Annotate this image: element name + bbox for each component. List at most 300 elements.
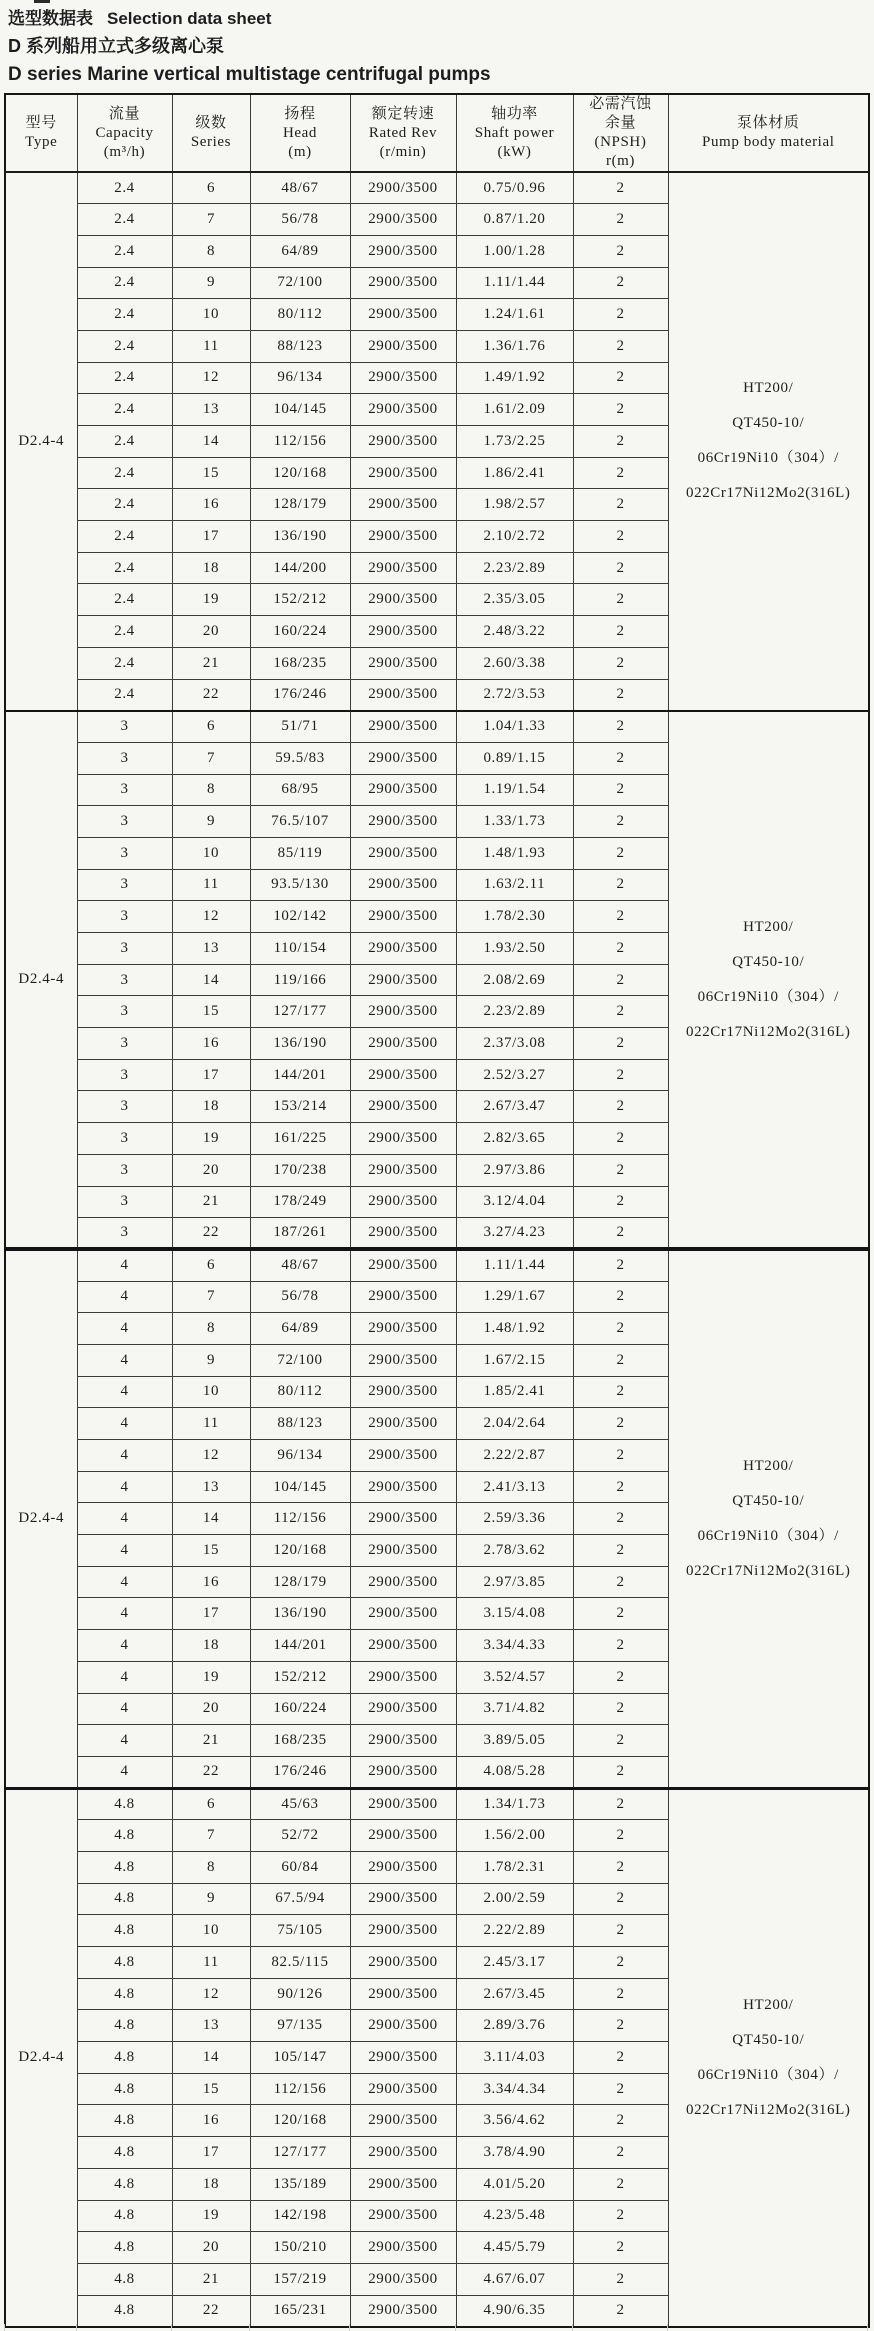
cell-shaft-power: 1.24/1.61	[456, 299, 573, 331]
cell-npsh: 2	[573, 1218, 668, 1250]
cell-capacity: 4.8	[77, 2168, 172, 2200]
cell-series: 19	[172, 2200, 250, 2232]
cell-series: 20	[172, 1154, 250, 1186]
cell-shaft-power: 1.85/2.41	[456, 1376, 573, 1408]
cell-rated-rev: 2900/3500	[350, 204, 456, 236]
sheet-title	[8, 6, 874, 32]
cell-shaft-power: 1.29/1.67	[456, 1281, 573, 1313]
cell-npsh: 2	[573, 2232, 668, 2264]
table-row	[5, 1249, 869, 1281]
cell-rated-rev: 2900/3500	[350, 1154, 456, 1186]
cell-capacity: 4	[77, 1281, 172, 1313]
cell-capacity: 4.8	[77, 1788, 172, 1820]
cell-capacity: 4	[77, 1598, 172, 1630]
cell-rated-rev: 2900/3500	[350, 2263, 456, 2295]
cell-shaft-power: 1.61/2.09	[456, 394, 573, 426]
cell-rated-rev: 2900/3500	[350, 521, 456, 553]
cell-npsh: 2	[573, 1978, 668, 2010]
cell-capacity: 3	[77, 869, 172, 901]
cell-shaft-power: 2.67/3.45	[456, 1978, 573, 2010]
cell-rated-rev: 2900/3500	[350, 964, 456, 996]
cell-npsh: 2	[573, 933, 668, 965]
cell-head: 176/246	[250, 679, 350, 711]
material-line: QT450-10/	[732, 1492, 805, 1509]
cell-rated-rev: 2900/3500	[350, 869, 456, 901]
cell-capacity: 4.8	[77, 1851, 172, 1883]
table-row	[5, 1788, 869, 1820]
cell-head: 142/198	[250, 2200, 350, 2232]
cell-capacity: 4.8	[77, 1820, 172, 1852]
cell-head: 64/89	[250, 1313, 350, 1345]
cell-head: 48/67	[250, 172, 350, 204]
cell-npsh: 2	[573, 1471, 668, 1503]
cell-head: 110/154	[250, 933, 350, 965]
cell-npsh: 2	[573, 774, 668, 806]
cell-capacity: 4.8	[77, 2137, 172, 2169]
cell-series: 14	[172, 426, 250, 458]
cell-rated-rev: 2900/3500	[350, 1661, 456, 1693]
cell-npsh: 2	[573, 837, 668, 869]
cell-capacity: 3	[77, 933, 172, 965]
cell-shaft-power: 1.67/2.15	[456, 1344, 573, 1376]
cell-npsh: 2	[573, 2042, 668, 2074]
cell-capacity: 4	[77, 1408, 172, 1440]
cell-npsh: 2	[573, 235, 668, 267]
table-header	[5, 94, 869, 172]
cell-series: 15	[172, 457, 250, 489]
cell-npsh: 2	[573, 616, 668, 648]
header-series	[172, 94, 250, 172]
cell-shaft-power: 1.19/1.54	[456, 774, 573, 806]
cell-capacity: 2.4	[77, 394, 172, 426]
cell-series: 11	[172, 330, 250, 362]
cell-rated-rev: 2900/3500	[350, 1947, 456, 1979]
cell-capacity: 3	[77, 1186, 172, 1218]
cell-capacity: 2.4	[77, 299, 172, 331]
cell-series: 13	[172, 394, 250, 426]
header-label: 流量	[108, 105, 141, 122]
header-label: r(m)	[605, 153, 636, 169]
cell-capacity: 4.8	[77, 1915, 172, 1947]
cell-series: 21	[172, 2263, 250, 2295]
cell-shaft-power: 2.23/2.89	[456, 996, 573, 1028]
header-label: Type	[25, 134, 58, 150]
cell-rated-rev: 2900/3500	[350, 1313, 456, 1345]
cell-npsh: 2	[573, 489, 668, 521]
cell-series: 21	[172, 647, 250, 679]
cell-head: 90/126	[250, 1978, 350, 2010]
cell-capacity: 2.4	[77, 204, 172, 236]
cell-shaft-power: 2.52/3.27	[456, 1059, 573, 1091]
cell-rated-rev: 2900/3500	[350, 489, 456, 521]
cell-series: 14	[172, 964, 250, 996]
cell-shaft-power: 2.41/3.13	[456, 1471, 573, 1503]
cell-head: 144/201	[250, 1059, 350, 1091]
cell-shaft-power: 2.45/3.17	[456, 1947, 573, 1979]
cell-npsh: 2	[573, 552, 668, 584]
cell-rated-rev: 2900/3500	[350, 996, 456, 1028]
cell-rated-rev: 2900/3500	[350, 235, 456, 267]
cell-series: 12	[172, 362, 250, 394]
cell-rated-rev: 2900/3500	[350, 267, 456, 299]
cell-npsh: 2	[573, 901, 668, 933]
cell-rated-rev: 2900/3500	[350, 1218, 456, 1250]
cell-rated-rev: 2900/3500	[350, 2232, 456, 2264]
cell-head: 102/142	[250, 901, 350, 933]
cell-shaft-power: 1.73/2.25	[456, 426, 573, 458]
cell-rated-rev: 2900/3500	[350, 1883, 456, 1915]
cell-shaft-power: 1.11/1.44	[456, 267, 573, 299]
cell-npsh: 2	[573, 299, 668, 331]
cell-npsh: 2	[573, 426, 668, 458]
cell-npsh: 2	[573, 521, 668, 553]
cell-rated-rev: 2900/3500	[350, 1091, 456, 1123]
cell-capacity: 4	[77, 1376, 172, 1408]
cell-head: 112/156	[250, 1503, 350, 1535]
cell-series: 21	[172, 1725, 250, 1757]
sheet-title-en: Selection data sheet	[107, 9, 272, 28]
cell-npsh: 2	[573, 1630, 668, 1662]
cell-head: 85/119	[250, 837, 350, 869]
cell-capacity: 2.4	[77, 489, 172, 521]
cell-npsh: 2	[573, 1123, 668, 1155]
cell-head: 127/177	[250, 2137, 350, 2169]
cell-rated-rev: 2900/3500	[350, 1566, 456, 1598]
cell-npsh: 2	[573, 1344, 668, 1376]
cell-shaft-power: 1.04/1.33	[456, 711, 573, 743]
cell-npsh: 2	[573, 1535, 668, 1567]
cell-head: 93.5/130	[250, 869, 350, 901]
cell-type: D2.4-4	[5, 711, 77, 1250]
cell-npsh: 2	[573, 996, 668, 1028]
cell-shaft-power: 1.86/2.41	[456, 457, 573, 489]
cell-rated-rev: 2900/3500	[350, 647, 456, 679]
material-line: 06Cr19Ni10（304）/	[697, 2066, 839, 2083]
cell-series: 6	[172, 1788, 250, 1820]
cell-shaft-power: 2.00/2.59	[456, 1883, 573, 1915]
cell-series: 17	[172, 1598, 250, 1630]
series-title-en: D series Marine vertical multistage centrifugal pumps	[8, 64, 491, 85]
cell-series: 14	[172, 1503, 250, 1535]
cell-series: 22	[172, 2295, 250, 2327]
cell-head: 136/190	[250, 521, 350, 553]
material-line: HT200/	[743, 918, 794, 935]
cell-head: 75/105	[250, 1915, 350, 1947]
cell-rated-rev: 2900/3500	[350, 1630, 456, 1662]
cell-shaft-power: 2.82/3.65	[456, 1123, 573, 1155]
cell-shaft-power: 2.22/2.89	[456, 1915, 573, 1947]
cell-shaft-power: 0.87/1.20	[456, 204, 573, 236]
cell-series: 8	[172, 235, 250, 267]
cell-npsh: 2	[573, 1186, 668, 1218]
cell-head: 135/189	[250, 2168, 350, 2200]
cell-series: 6	[172, 711, 250, 743]
cell-rated-rev: 2900/3500	[350, 2200, 456, 2232]
cell-rated-rev: 2900/3500	[350, 457, 456, 489]
cell-rated-rev: 2900/3500	[350, 426, 456, 458]
material-line: 06Cr19Ni10（304）/	[697, 450, 839, 467]
cell-rated-rev: 2900/3500	[350, 1851, 456, 1883]
cell-npsh: 2	[573, 362, 668, 394]
cell-capacity: 4.8	[77, 1883, 172, 1915]
cell-series: 9	[172, 1883, 250, 1915]
cell-series: 7	[172, 1281, 250, 1313]
cell-capacity: 3	[77, 1028, 172, 1060]
cell-head: 170/238	[250, 1154, 350, 1186]
cell-capacity: 3	[77, 806, 172, 838]
cell-capacity: 3	[77, 1091, 172, 1123]
cell-capacity: 2.4	[77, 616, 172, 648]
material-line: 06Cr19Ni10（304）/	[697, 1527, 839, 1544]
cell-npsh: 2	[573, 267, 668, 299]
cell-series: 12	[172, 901, 250, 933]
cell-shaft-power: 1.98/2.57	[456, 489, 573, 521]
cell-capacity: 3	[77, 996, 172, 1028]
cell-npsh: 2	[573, 806, 668, 838]
cell-rated-rev: 2900/3500	[350, 394, 456, 426]
cell-material	[668, 1249, 869, 1788]
cell-rated-rev: 2900/3500	[350, 1344, 456, 1376]
material-line: 06Cr19Ni10（304）/	[697, 988, 839, 1005]
header-label: 额定转速	[371, 105, 435, 122]
cell-shaft-power: 3.27/4.23	[456, 1218, 573, 1250]
material-line: HT200/	[743, 1996, 794, 2013]
cell-capacity: 4.8	[77, 2200, 172, 2232]
cell-rated-rev: 2900/3500	[350, 1756, 456, 1788]
cell-series: 10	[172, 837, 250, 869]
cell-shaft-power: 4.23/5.48	[456, 2200, 573, 2232]
cell-capacity: 4	[77, 1249, 172, 1281]
cell-head: 168/235	[250, 1725, 350, 1757]
cell-series: 10	[172, 1915, 250, 1947]
cell-npsh: 2	[573, 204, 668, 236]
cell-shaft-power: 3.71/4.82	[456, 1693, 573, 1725]
cell-shaft-power: 2.35/3.05	[456, 584, 573, 616]
cell-head: 59.5/83	[250, 742, 350, 774]
cell-series: 7	[172, 1820, 250, 1852]
cell-npsh: 2	[573, 1820, 668, 1852]
cell-series: 18	[172, 2168, 250, 2200]
cell-series: 17	[172, 1059, 250, 1091]
header-shaft-power	[456, 94, 573, 172]
cell-capacity: 2.4	[77, 552, 172, 584]
material-line: HT200/	[743, 380, 794, 397]
cell-capacity: 4	[77, 1756, 172, 1788]
cell-rated-rev: 2900/3500	[350, 933, 456, 965]
table-body	[5, 172, 869, 2327]
cell-npsh: 2	[573, 679, 668, 711]
cell-npsh: 2	[573, 2168, 668, 2200]
cell-series: 10	[172, 299, 250, 331]
cell-npsh: 2	[573, 1566, 668, 1598]
cell-shaft-power: 3.56/4.62	[456, 2105, 573, 2137]
cell-rated-rev: 2900/3500	[350, 362, 456, 394]
cell-npsh: 2	[573, 2105, 668, 2137]
cell-head: 128/179	[250, 1566, 350, 1598]
cell-npsh: 2	[573, 2295, 668, 2327]
cell-shaft-power: 1.00/1.28	[456, 235, 573, 267]
cell-shaft-power: 2.23/2.89	[456, 552, 573, 584]
cell-shaft-power: 4.01/5.20	[456, 2168, 573, 2200]
cell-series: 12	[172, 1440, 250, 1472]
cell-capacity: 2.4	[77, 362, 172, 394]
cell-shaft-power: 2.97/3.85	[456, 1566, 573, 1598]
cell-head: 80/112	[250, 1376, 350, 1408]
header-label: 余量	[604, 115, 637, 131]
cell-capacity: 4	[77, 1630, 172, 1662]
material-line: QT450-10/	[732, 415, 805, 432]
cell-series: 22	[172, 1756, 250, 1788]
cell-series: 6	[172, 1249, 250, 1281]
header-label: (m)	[288, 143, 312, 160]
cell-npsh: 2	[573, 1503, 668, 1535]
cell-capacity: 4.8	[77, 2010, 172, 2042]
cell-shaft-power: 3.15/4.08	[456, 1598, 573, 1630]
cell-npsh: 2	[573, 1281, 668, 1313]
header-label: (r/min)	[379, 143, 427, 160]
cell-capacity: 3	[77, 1218, 172, 1250]
cell-series: 13	[172, 2010, 250, 2042]
cell-series: 19	[172, 1661, 250, 1693]
cell-rated-rev: 2900/3500	[350, 2295, 456, 2327]
cell-capacity: 2.4	[77, 521, 172, 553]
material-line: QT450-10/	[732, 2031, 805, 2048]
cell-npsh: 2	[573, 1661, 668, 1693]
cell-npsh: 2	[573, 394, 668, 426]
cell-capacity: 4	[77, 1725, 172, 1757]
cell-npsh: 2	[573, 1915, 668, 1947]
cell-series: 18	[172, 1630, 250, 1662]
cell-npsh: 2	[573, 1059, 668, 1091]
header-label: 泵体材质	[737, 115, 800, 131]
cell-shaft-power: 1.78/2.31	[456, 1851, 573, 1883]
cell-capacity: 2.4	[77, 584, 172, 616]
cell-rated-rev: 2900/3500	[350, 1978, 456, 2010]
cell-head: 88/123	[250, 1408, 350, 1440]
cell-rated-rev: 2900/3500	[350, 901, 456, 933]
cell-capacity: 4	[77, 1535, 172, 1567]
cell-npsh: 2	[573, 1883, 668, 1915]
cell-head: 160/224	[250, 616, 350, 648]
cell-head: 187/261	[250, 1218, 350, 1250]
cell-capacity: 4	[77, 1313, 172, 1345]
header-label: Pump body material	[702, 134, 835, 150]
cell-series: 7	[172, 204, 250, 236]
cell-series: 9	[172, 267, 250, 299]
table-row	[5, 711, 869, 743]
header-label: 轴功率	[491, 105, 538, 122]
cell-head: 136/190	[250, 1598, 350, 1630]
cell-series: 8	[172, 1851, 250, 1883]
cell-shaft-power: 3.34/4.34	[456, 2073, 573, 2105]
cell-head: 168/235	[250, 647, 350, 679]
cell-head: 48/67	[250, 1249, 350, 1281]
header-label: (kW)	[497, 143, 532, 160]
cell-capacity: 2.4	[77, 330, 172, 362]
cell-npsh: 2	[573, 584, 668, 616]
cell-shaft-power: 4.67/6.07	[456, 2263, 573, 2295]
cell-npsh: 2	[573, 1851, 668, 1883]
cell-rated-rev: 2900/3500	[350, 1123, 456, 1155]
cell-rated-rev: 2900/3500	[350, 1440, 456, 1472]
cell-shaft-power: 4.08/5.28	[456, 1756, 573, 1788]
cell-series: 17	[172, 521, 250, 553]
cell-capacity: 4.8	[77, 1978, 172, 2010]
cell-head: 56/78	[250, 204, 350, 236]
cell-shaft-power: 2.04/2.64	[456, 1408, 573, 1440]
cell-head: 64/89	[250, 235, 350, 267]
cell-rated-rev: 2900/3500	[350, 1503, 456, 1535]
cell-shaft-power: 3.78/4.90	[456, 2137, 573, 2169]
cell-npsh: 2	[573, 1947, 668, 1979]
cell-capacity: 3	[77, 901, 172, 933]
cell-head: 67.5/94	[250, 1883, 350, 1915]
cell-rated-rev: 2900/3500	[350, 2105, 456, 2137]
cell-head: 160/224	[250, 1693, 350, 1725]
cell-shaft-power: 4.45/5.79	[456, 2232, 573, 2264]
cell-head: 80/112	[250, 299, 350, 331]
cell-rated-rev: 2900/3500	[350, 1535, 456, 1567]
cell-series: 19	[172, 584, 250, 616]
cell-series: 22	[172, 1218, 250, 1250]
header-material	[668, 94, 869, 172]
cell-shaft-power: 2.72/3.53	[456, 679, 573, 711]
cell-head: 72/100	[250, 267, 350, 299]
cell-capacity: 3	[77, 1123, 172, 1155]
cell-shaft-power: 1.11/1.44	[456, 1249, 573, 1281]
cell-shaft-power: 3.11/4.03	[456, 2042, 573, 2074]
cell-head: 152/212	[250, 584, 350, 616]
cell-rated-rev: 2900/3500	[350, 2137, 456, 2169]
header-label: 级数	[195, 115, 227, 131]
cell-npsh: 2	[573, 1598, 668, 1630]
cell-npsh: 2	[573, 330, 668, 362]
cell-capacity: 2.4	[77, 267, 172, 299]
cell-shaft-power: 2.37/3.08	[456, 1028, 573, 1060]
cell-shaft-power: 1.48/1.92	[456, 1313, 573, 1345]
cell-capacity: 2.4	[77, 647, 172, 679]
cell-npsh: 2	[573, 457, 668, 489]
cell-npsh: 2	[573, 2263, 668, 2295]
cell-npsh: 2	[573, 742, 668, 774]
cell-npsh: 2	[573, 1788, 668, 1820]
cell-capacity: 4	[77, 1566, 172, 1598]
cell-capacity: 3	[77, 964, 172, 996]
cell-shaft-power: 2.10/2.72	[456, 521, 573, 553]
cell-capacity: 4	[77, 1503, 172, 1535]
cell-shaft-power: 1.48/1.93	[456, 837, 573, 869]
cell-series: 7	[172, 742, 250, 774]
cell-capacity: 4	[77, 1440, 172, 1472]
cell-capacity: 4	[77, 1661, 172, 1693]
cell-shaft-power: 2.97/3.86	[456, 1154, 573, 1186]
cell-head: 51/71	[250, 711, 350, 743]
header-capacity	[77, 94, 172, 172]
cell-head: 97/135	[250, 2010, 350, 2042]
cell-head: 120/168	[250, 457, 350, 489]
cell-shaft-power: 2.48/3.22	[456, 616, 573, 648]
cell-rated-rev: 2900/3500	[350, 172, 456, 204]
cell-material	[668, 711, 869, 1250]
cell-shaft-power: 2.60/3.38	[456, 647, 573, 679]
cell-head: 161/225	[250, 1123, 350, 1155]
cell-head: 152/212	[250, 1661, 350, 1693]
header-label: Shaft power	[474, 124, 555, 141]
cell-series: 22	[172, 679, 250, 711]
cell-capacity: 3	[77, 1154, 172, 1186]
cell-npsh: 2	[573, 1028, 668, 1060]
cell-series: 21	[172, 1186, 250, 1218]
